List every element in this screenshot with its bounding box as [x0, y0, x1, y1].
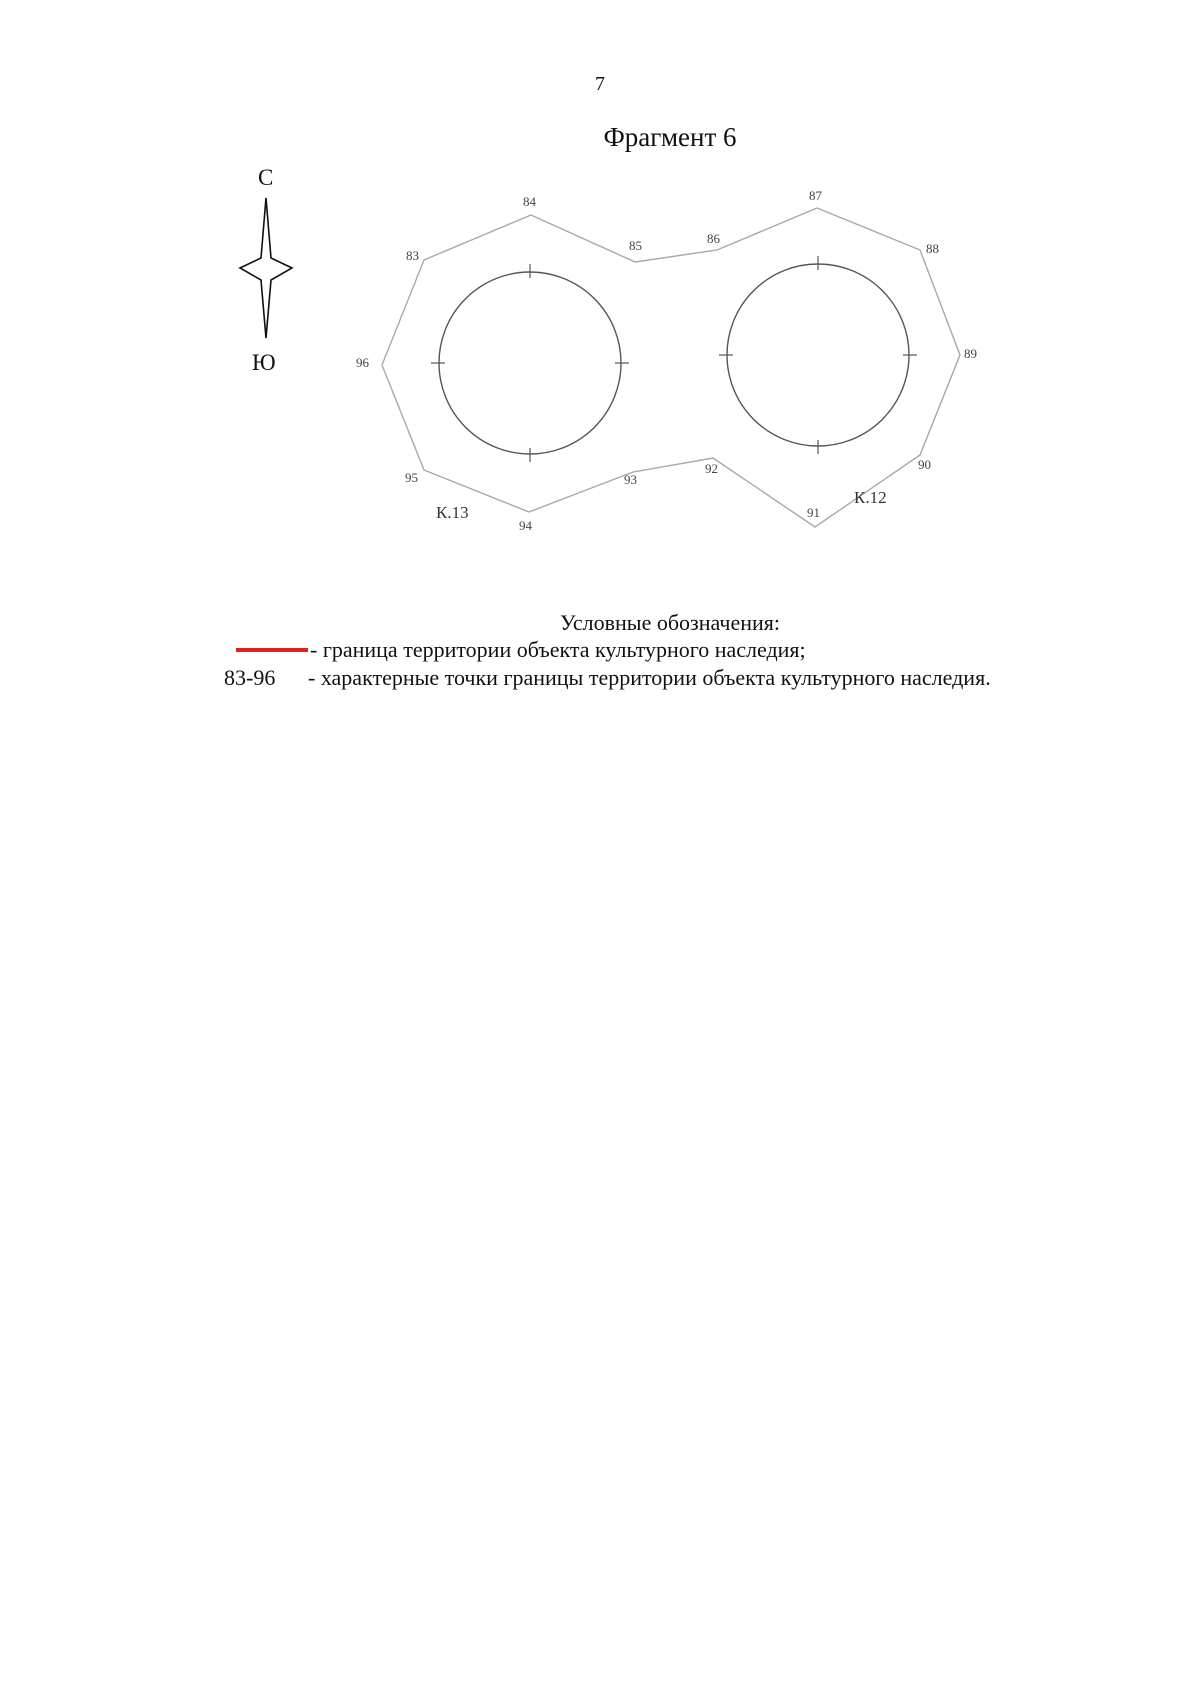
point-label: 93 [624, 472, 637, 487]
page-number: 7 [595, 73, 605, 95]
point-label: 83 [406, 248, 419, 263]
point-label: 91 [807, 505, 820, 520]
point-label: 95 [405, 470, 418, 485]
fragment-title: Фрагмент 6 [603, 122, 737, 152]
point-label: 96 [356, 355, 369, 370]
compass-south-label: Ю [252, 350, 276, 375]
boundary-map [0, 0, 1200, 700]
red-line-icon [236, 648, 308, 652]
point-label: 84 [523, 194, 536, 209]
mound-circle-k12 [727, 264, 909, 446]
point-label: 88 [926, 241, 939, 256]
legend-title: Условные обозначения: [559, 610, 781, 635]
mound-circle-k13 [439, 272, 621, 454]
legend-text: - характерные точки границы территории объекта культурного наследия. [308, 665, 991, 690]
point-label: 94 [519, 518, 532, 533]
legend-text: - граница территории объекта культурного наследия; [310, 637, 806, 662]
north-arrow [240, 165, 292, 375]
mound-k13 [431, 264, 629, 462]
point-label: 86 [707, 231, 720, 246]
point-label: 90 [918, 457, 931, 472]
point-label: 89 [964, 346, 977, 361]
point-label: 85 [629, 238, 642, 253]
point-label: 87 [809, 188, 822, 203]
compass-north-label: С [258, 165, 274, 190]
territory-boundary [382, 208, 960, 527]
mound-k12 [719, 256, 917, 454]
mound-label-k13: К.13 [436, 503, 469, 522]
legend-item-boundary [236, 637, 806, 663]
mound-label-k12: К.12 [854, 488, 887, 507]
legend-item-points [224, 665, 991, 691]
point-labels [356, 188, 977, 533]
point-label: 92 [705, 461, 718, 476]
compass-star-icon [240, 198, 292, 338]
legend-key: 83-96 [224, 665, 276, 690]
